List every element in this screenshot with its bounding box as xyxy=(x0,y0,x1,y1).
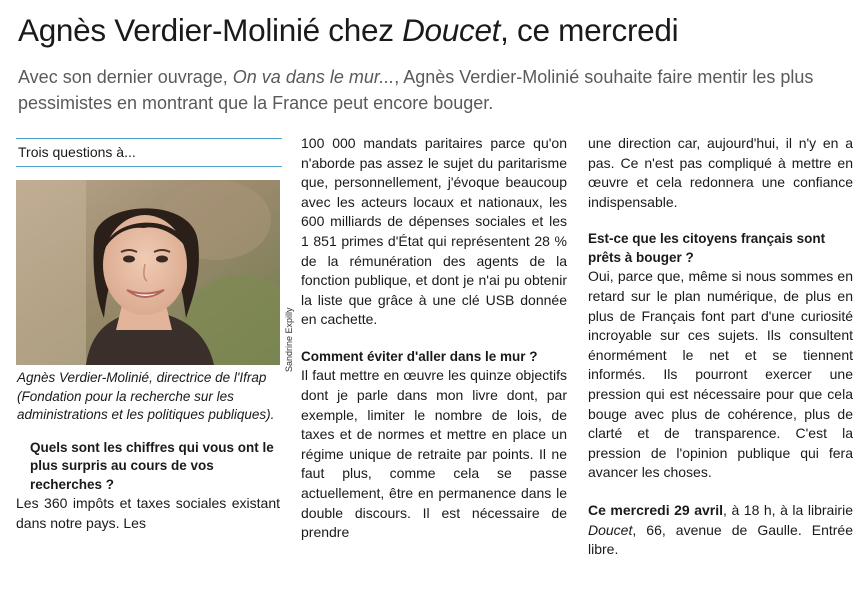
portrait-illustration xyxy=(16,180,280,365)
question-2: Comment éviter d'aller dans le mur ? xyxy=(301,348,538,364)
answer-2-start: Il faut mettre en œuvre les quinze objectifs dont je parle dans mon livre dont, par exemple, limiter le nombre de lois, de taxes et de normes et mettre en place un régime unique de retraite par points. Il ne faut plus, comme cela se passe actuellement, être en permanence dans le double discours. Il est nécessaire de prendre xyxy=(301,367,567,541)
answer-2-continued: une direction car, aujourd'hui, il n'y en a pas. Ce n'est pas compliqué à mettre en œuvre et cela redonnera une confiance indispensable. xyxy=(588,135,853,210)
standfirst-book-title: On va dans le mur... xyxy=(232,67,395,87)
event-info xyxy=(588,501,853,560)
event-date: Ce mercredi 29 avril xyxy=(588,501,724,518)
portrait-photo xyxy=(16,180,280,365)
column-1 xyxy=(16,138,280,533)
standfirst-part1: Avec son dernier ouvrage, xyxy=(18,67,233,87)
standfirst-part2: , Agnès Verdier-Molinié souhaite faire mentir les plus pessimistes en montrant que la France peut encore bouger. xyxy=(18,67,814,113)
photo-credit: Sandrine Expilly xyxy=(284,307,294,372)
column-3 xyxy=(588,134,853,560)
headline xyxy=(18,10,858,50)
headline-part1: Agnès Verdier-Molinié chez xyxy=(18,12,403,48)
question-3: Est-ce que les citoyens français sont prêts à bouger ? xyxy=(588,231,826,265)
answer-3: Oui, parce que, même si nous sommes en retard sur le plan numérique, de plus en plus de Français font part d'une curiosité incroyable sur ces sujets. Ils consultent énormément le net et se tiennent informés. Ils pourront exercer une pression qui est nécessaire pour que cela bouge avec plus de cohérence, plus de clarté et de transparence. C'est la pression de l'opinion publique qui fera avancer les choses. xyxy=(588,268,853,481)
rubric-label: Trois questions à... xyxy=(16,138,282,167)
standfirst xyxy=(18,64,858,116)
answer-1-start: Les 360 impôts et taxes sociales existant dans notre pays. Les xyxy=(16,495,280,531)
event-place: Doucet xyxy=(588,521,633,538)
question-1: Quels sont les chiffres qui vous ont le plus surpris au cours de vos recherches ? xyxy=(30,439,274,492)
column-2 xyxy=(301,134,567,543)
event-text-1: , à 18 h, à la librairie xyxy=(723,501,853,518)
photo-caption: Agnès Verdier-Molinié, directrice de l'Ifrap (Fondation pour la recherche sur les administrations et les politiques publiques). xyxy=(17,370,275,422)
event-text-2: , 66, avenue de Gaulle. Entrée libre. xyxy=(588,521,853,558)
headline-emph: Doucet xyxy=(402,12,501,48)
answer-1-continued: 100 000 mandats paritaires parce qu'on n'aborde pas assez le sujet du paritarisme que, personnellement, j'évoque beaucoup avec les acteurs locaux et nationaux, les 600 milliards de dépenses sociales et les 1 851 primes d'État qui représentent 28 % de la rémunération des agents de la fonction publique, et dont je n'ai pu obtenir la liste que grâce à une clé USB donnée en cachette. xyxy=(301,135,567,328)
headline-part2: , ce mercredi xyxy=(500,12,679,48)
